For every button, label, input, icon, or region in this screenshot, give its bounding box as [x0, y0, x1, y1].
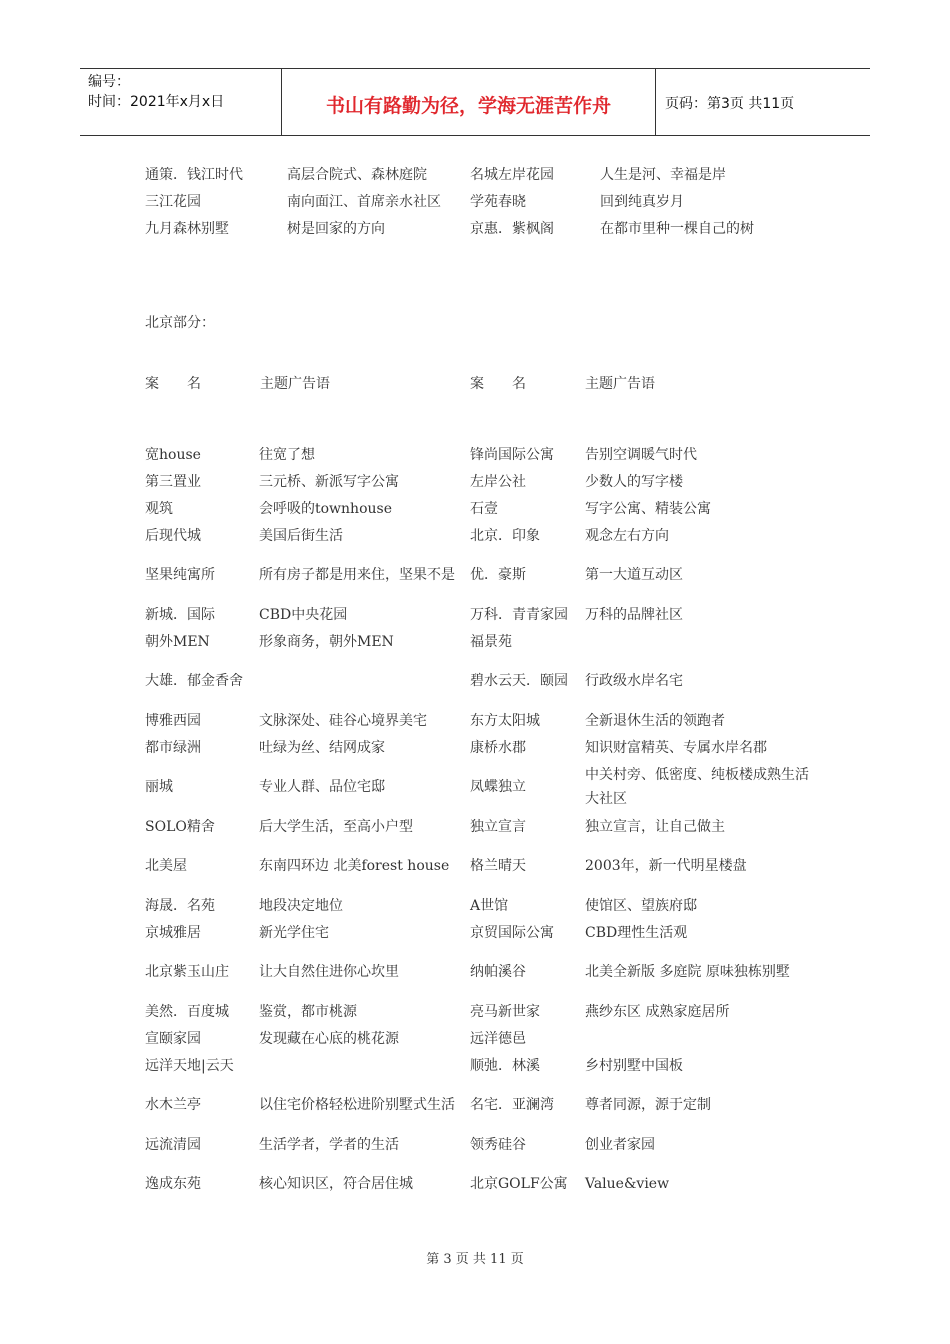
- page-footer: 第 3 页 共 11 页: [426, 1252, 524, 1267]
- project-slogan: [256, 1052, 467, 1079]
- project-name: 北京GOLF公寓: [470, 1176, 568, 1192]
- project-slogan: 新光学住宅: [259, 924, 329, 941]
- project-name: 碧水云天．颐园: [470, 673, 568, 689]
- project-slogan: 告别空调暖气时代: [585, 446, 697, 463]
- table-row: [142, 707, 818, 734]
- project-name: 石壹: [470, 500, 498, 517]
- project-name: 优．豪斯: [470, 567, 526, 583]
- project-slogan: 发现藏在心底的桃花源: [259, 1030, 399, 1047]
- project-slogan: 鉴赏，都市桃源: [259, 1003, 357, 1020]
- project-name: 顺弛．林溪: [470, 1057, 540, 1074]
- project-name: 万科．青青家园: [470, 606, 568, 623]
- project-slogan: 东南四环边 北美forest house: [259, 858, 450, 874]
- project-name: SOLO精舍: [145, 818, 215, 835]
- table-row: [142, 441, 818, 468]
- project-name: 京贸国际公寓: [470, 924, 554, 941]
- project-slogan: 尊者同源，源于定制: [585, 1097, 711, 1113]
- project-slogan: 创业者家园: [585, 1136, 655, 1153]
- section-title: 北京部分：: [145, 315, 215, 331]
- project-slogan: 第一大道互动区: [585, 567, 683, 583]
- project-name: 远洋天地|云天: [145, 1057, 234, 1074]
- project-name: 左岸公社: [470, 473, 526, 490]
- project-name: 北京．印象: [470, 527, 540, 544]
- project-slogan: 形象商务，朝外MEN: [259, 633, 394, 650]
- project-name: 领秀硅谷: [470, 1136, 526, 1153]
- project-slogan: 会呼吸的townhouse: [259, 500, 392, 517]
- header-left: [88, 72, 224, 112]
- header-motto: 书山有路勤为径，学海无涯苦作舟: [325, 95, 611, 117]
- project-name: A世馆: [470, 897, 509, 914]
- project-slogan: 往宽了想: [259, 446, 315, 463]
- table-row: [142, 734, 818, 761]
- project-name: 宣颐家园: [145, 1030, 201, 1047]
- table-row: [142, 601, 818, 628]
- project-name: 水木兰亭: [145, 1097, 201, 1113]
- project-slogan: 核心知识区，符合居住城: [259, 1176, 413, 1192]
- project-name: 都市绿洲: [145, 739, 201, 756]
- table-row: [142, 655, 818, 707]
- column-header-slogan: 主题广告语: [260, 376, 330, 392]
- project-name: 京城雅居: [145, 924, 201, 941]
- project-name: 第三置业: [145, 473, 201, 490]
- project-slogan: 专业人群、品位宅邸: [259, 779, 385, 795]
- project-slogan: 万科的品牌社区: [585, 606, 683, 623]
- table-row: [142, 998, 818, 1025]
- project-name: 北京紫玉山庄: [145, 964, 229, 980]
- top-cell: 京惠．紫枫阁: [470, 221, 554, 237]
- project-name: 凤蝶独立: [470, 779, 526, 795]
- page-header: [80, 68, 870, 136]
- top-cell: 三江花园: [145, 194, 201, 210]
- top-cell: 九月森林别墅: [145, 221, 229, 237]
- project-name: 新城．国际: [145, 606, 215, 623]
- project-slogan: 观念左右方向: [585, 527, 669, 544]
- project-slogan: [256, 655, 467, 707]
- table-row: [142, 761, 818, 813]
- table-row: [142, 549, 818, 601]
- project-slogan: CBD中央花园: [259, 606, 348, 623]
- top-cell: 高层合院式、森林庭院: [287, 167, 427, 183]
- project-name: 格兰晴天: [470, 858, 526, 874]
- project-slogan: 知识财富精英、专属水岸名郡: [585, 739, 767, 756]
- project-name: 海晟．名苑: [145, 897, 215, 914]
- column-header-slogan-2: 主题广告语: [585, 376, 655, 392]
- project-name: 博雅西园: [145, 712, 201, 729]
- table-row: [142, 919, 818, 946]
- project-slogan: 独立宣言，让自己做主: [585, 818, 725, 835]
- project-slogan: 让大自然住进你心坎里: [259, 964, 399, 980]
- project-slogan: 文脉深处、硅谷心境界美宅: [259, 712, 427, 729]
- table-row: [142, 1131, 818, 1158]
- project-slogan: 全新退休生活的领跑者: [585, 712, 725, 729]
- project-slogan: 燕纱东区 成熟家庭居所: [585, 1003, 730, 1020]
- project-slogan: 写字公寓、精装公寓: [585, 500, 711, 517]
- project-slogan: [582, 1025, 818, 1052]
- top-cell: 人生是河、幸福是岸: [600, 167, 726, 183]
- project-slogan: 吐绿为丝、结网成家: [259, 739, 385, 756]
- project-slogan: 北美全新版 多庭院 原味独栋别墅: [585, 964, 790, 980]
- table-row: [142, 892, 818, 919]
- project-name: 锋尚国际公寓: [470, 446, 554, 463]
- column-header-name: 案 名: [145, 376, 201, 392]
- table-row: [142, 495, 818, 522]
- project-slogan: 中关村旁、低密度、纯板楼成熟生活大社区: [585, 767, 809, 807]
- time-label: 时间：2021年x月x日: [88, 94, 225, 110]
- project-slogan-table: [142, 441, 818, 1210]
- project-name: 朝外MEN: [145, 633, 210, 650]
- table-row: [142, 946, 818, 998]
- project-slogan: 少数人的写字楼: [585, 473, 683, 490]
- project-slogan: 行政级水岸名宅: [585, 673, 683, 689]
- project-name: 坚果纯寓所: [145, 567, 215, 583]
- table-row: [142, 1025, 818, 1052]
- table-row: [142, 1052, 818, 1079]
- column-header-name-2: 案 名: [470, 376, 526, 392]
- top-cell: 南向面江、首席亲水社区: [287, 194, 441, 210]
- project-slogan: 美国后街生活: [259, 527, 343, 544]
- project-name: 亮马新世家: [470, 1003, 540, 1020]
- top-cell: 通策．钱江时代: [145, 167, 243, 183]
- project-name: 丽城: [145, 779, 173, 795]
- table-row: [142, 522, 818, 549]
- project-name: 逸成东苑: [145, 1176, 201, 1192]
- project-name: 美然．百度城: [145, 1003, 229, 1020]
- project-name: 观筑: [145, 500, 173, 517]
- project-name: 后现代城: [145, 527, 201, 544]
- table-body: [142, 441, 818, 1210]
- top-cell: 名城左岸花园: [470, 167, 554, 183]
- table-row: [142, 1079, 818, 1131]
- project-name: 独立宣言: [470, 818, 526, 835]
- number-label: 编号：: [88, 74, 130, 90]
- page-number-label: 页码：第3页 共11页: [665, 96, 795, 112]
- project-name: 远洋德邑: [470, 1030, 526, 1047]
- top-cell: 在都市里种一棵自己的树: [600, 221, 754, 237]
- project-name: 东方太阳城: [470, 712, 540, 729]
- top-cell: 树是回家的方向: [287, 221, 385, 237]
- project-slogan: 乡村别墅中国板: [585, 1057, 683, 1074]
- project-slogan: 以住宅价格轻松进阶别墅式生活: [259, 1097, 455, 1113]
- project-name: 北美屋: [145, 858, 187, 874]
- header-divider: [655, 69, 656, 135]
- table-row: [142, 468, 818, 495]
- project-slogan: 使馆区、望族府邸: [585, 897, 697, 914]
- project-name: 名宅．亚澜湾: [470, 1097, 554, 1113]
- table-row: [142, 628, 818, 655]
- project-name: 宽house: [145, 446, 201, 463]
- table-row: [142, 1158, 818, 1210]
- project-name: 纳帕溪谷: [470, 964, 526, 980]
- project-slogan: Value&view: [585, 1176, 670, 1192]
- project-slogan: CBD理性生活观: [585, 924, 688, 941]
- project-slogan: [582, 628, 818, 655]
- project-slogan: 地段决定地位: [259, 897, 343, 914]
- top-cell: 回到纯真岁月: [600, 194, 684, 210]
- table-row: [142, 840, 818, 892]
- project-name: 福景苑: [470, 633, 512, 650]
- project-slogan: 后大学生活，至高小户型: [259, 818, 413, 835]
- project-slogan: 三元桥、新派写字公寓: [259, 473, 399, 490]
- project-name: 康桥水郡: [470, 739, 526, 756]
- project-slogan: 2003年，新一代明星楼盘: [585, 858, 747, 874]
- top-cell: 学苑春晓: [470, 194, 526, 210]
- table-row: [142, 813, 818, 840]
- project-name: 远流清园: [145, 1136, 201, 1153]
- project-slogan: 所有房子都是用来住，坚果不是: [259, 567, 455, 583]
- project-name: 大雄．郁金香舍: [145, 673, 243, 689]
- project-slogan: 生活学者，学者的生活: [259, 1136, 399, 1153]
